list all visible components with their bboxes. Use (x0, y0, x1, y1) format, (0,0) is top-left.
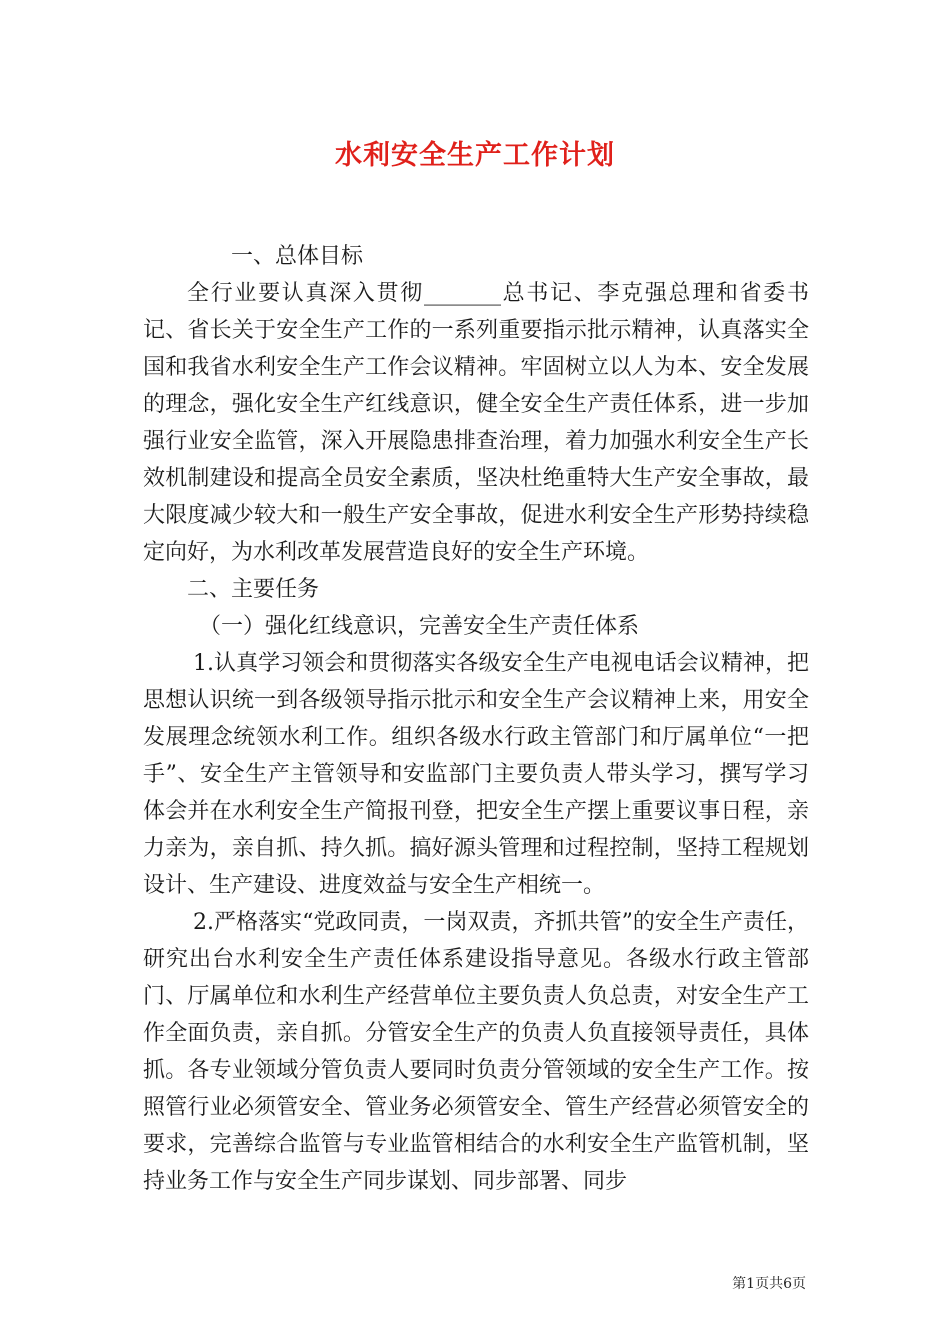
list-item-1: 1.认真学习领会和贯彻落实各级安全生产电视电话会议精神，把思想认识统一到各级领导指示批示和安全生产会议精神上来，用安全发展理念统领水利工作。组织各级水行政主管部门和厅属单位“一把手”、安全生产主管领导和安监部门主要负责人带头学习，撰写学习体会并在水利安全生产简报刊登，把安全生产摆上重要议事日程，亲力亲为，亲自抓、持久抓。搞好源头管理和过程控制，坚持工程规划设计、生产建设、进度效益与安全生产相统一。 (143, 651, 809, 898)
page-number: 第1页共6页 (732, 1276, 806, 1292)
subsection-heading-red-line: （一）强化红线意识，完善安全生产责任体系 (199, 614, 640, 639)
list-item-2: 2.严格落实“党政同责，一岗双责，齐抓共管”的安全生产责任，研究出台水利安全生产责任体系建设指导意见。各级水行政主管部门、厅属单位和水利生产经营单位主要负责人负总责，对安全生产工作全面负责，亲自抓。分管安全生产的负责人负直接领导责任，具体抓。各专业领域分管负责人要同时负责分管领域的安全生产工作。按照管行业必须管安全、管业务必须管安全、管生产经营必须管安全的要求，完善综合监管与专业监管相结合的水利安全生产监管机制，坚持业务工作与安全生产同步谋划、同步部署、同步 (143, 910, 809, 1194)
document-body (143, 238, 809, 1200)
paragraph-overall-goal: 全行业要认真深入贯彻_______总书记、李克强总理和省委书记、省长关于安全生产工作的一系列重要指示批示精神，认真落实全国和我省水利安全生产工作会议精神。牢固树立以人为本、安全发展的理念，强化安全生产红线意识，健全安全生产责任体系，进一步加强行业安全监管，深入开展隐患排查治理，着力加强水利安全生产长效机制建设和提高全员安全素质，坚决杜绝重特大生产安全事故，最大限度减少较大和一般生产安全事故，促进水利安全生产形势持续稳定向好，为水利改革发展营造良好的安全生产环境。 (143, 281, 809, 565)
document-title: 水利安全生产工作计划 (335, 140, 615, 171)
section-heading-overall-goal: 一、总体目标 (231, 244, 364, 269)
section-heading-main-tasks: 二、主要任务 (187, 577, 320, 602)
